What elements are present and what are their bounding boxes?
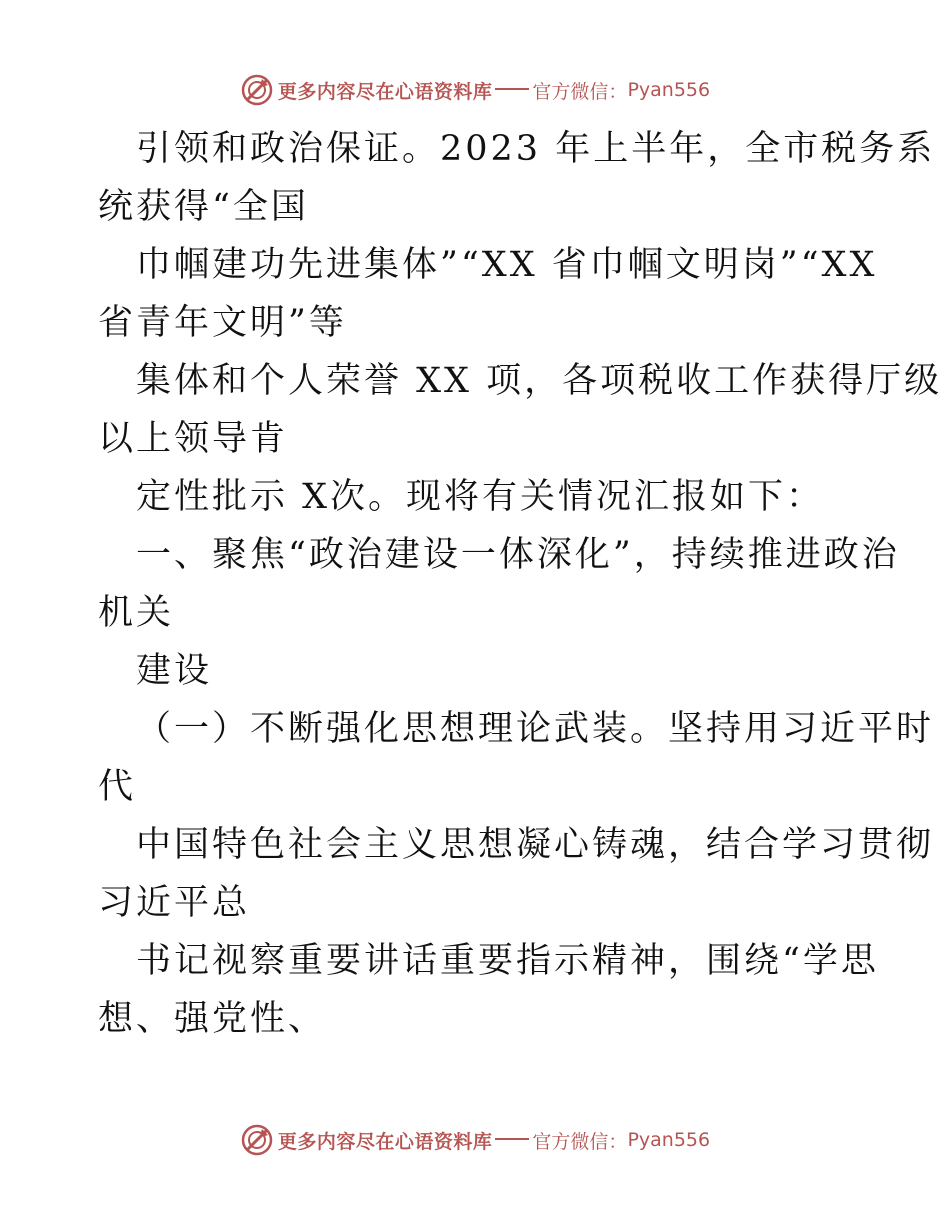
text-line: 中国特色社会主义思想凝心铸魂，结合学习贯彻 [136, 825, 935, 865]
text-line: 以上领导肯 [98, 419, 289, 459]
footer-wechat-id: Pyan556 [627, 1129, 711, 1151]
header-wechat-label: 官方微信： [532, 80, 628, 103]
text-line: 引领和政治保证。2023 年上半年，全市税务系 [136, 129, 936, 169]
text-line: 机关 [98, 593, 175, 633]
header-banner [0, 70, 950, 110]
header-brand-text: 更多内容尽在心语资料库 [277, 80, 493, 103]
text-line: 省青年文明”等 [98, 303, 347, 343]
footer-wechat-label: 官方微信： [532, 1130, 628, 1153]
subsection-heading: （一）不断强化思想理论武装。坚持用习近平时 [136, 709, 935, 749]
footer-brand-text: 更多内容尽在心语资料库 [277, 1130, 493, 1153]
text-line: 想、强党性、 [98, 999, 327, 1039]
text-line: 定性批示 X次。现将有关情况汇报如下： [136, 477, 825, 517]
document-body [98, 120, 943, 1048]
footer-banner [0, 1120, 950, 1160]
text-line: 建设 [136, 651, 213, 691]
text-line: 代 [98, 767, 137, 807]
brand-logo-icon [240, 73, 274, 107]
text-line: 集体和个人荣誉 XX 项，各项税收工作获得厅级 [136, 361, 943, 401]
text-line: 统获得“全国 [98, 187, 309, 227]
header-wechat-id: Pyan556 [627, 79, 711, 101]
section-heading: 一、聚焦“政治建设一体深化”，持续推进政治 [136, 535, 900, 575]
text-line: 巾帼建功先进集体”“XX 省巾帼文明岗”“XX [136, 245, 878, 285]
text-line: 书记视察重要讲话重要指示精神，围绕“学思 [136, 941, 879, 981]
footer-dash [495, 1138, 529, 1140]
header-dash [495, 88, 529, 90]
brand-logo-icon [240, 1123, 274, 1157]
text-line: 习近平总 [98, 883, 251, 923]
